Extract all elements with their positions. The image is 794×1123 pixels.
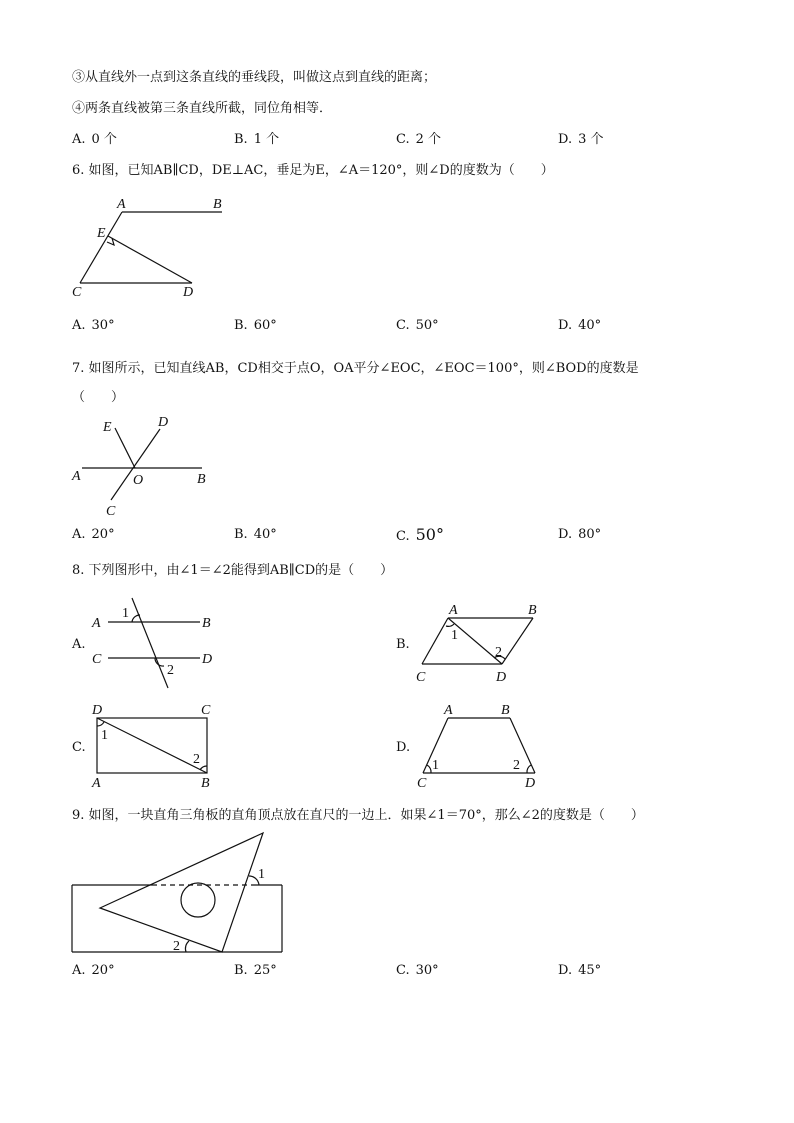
q7-paren: （ ） — [72, 390, 125, 405]
q7-label-c: C — [106, 504, 116, 519]
q8-option-b[interactable]: B. — [396, 637, 410, 652]
q8c-label-2: 2 — [193, 752, 200, 767]
q5-option-a[interactable]: A. 0 个 — [72, 132, 117, 147]
q8b-label-b: B — [528, 603, 537, 618]
q9-option-d[interactable]: D. 45° — [558, 963, 602, 978]
q7-label-b: B — [197, 472, 206, 487]
q8b-label-a: A — [449, 603, 458, 618]
q8a-label-b: B — [202, 616, 211, 631]
q8c-label-b: B — [201, 776, 210, 791]
q8c-label-d: D — [92, 703, 103, 718]
q9-option-b[interactable]: B. 25° — [234, 963, 277, 978]
q8d-label-d: D — [525, 776, 536, 791]
q5-option-c[interactable]: C. 2 个 — [396, 132, 442, 147]
q9-label-1: 1 — [258, 867, 265, 882]
q8d-label-c: C — [417, 776, 427, 791]
q5-option-b[interactable]: B. 1 个 — [234, 132, 280, 147]
q8a-label-c: C — [92, 652, 102, 667]
q6-label-a: A — [117, 197, 126, 212]
q7-option-c[interactable]: C. 50° — [396, 525, 444, 544]
q8c-label-1: 1 — [101, 728, 108, 743]
q7-label-e: E — [103, 420, 112, 435]
q7-label-a: A — [72, 469, 81, 484]
q6-option-a[interactable]: A. 30° — [72, 318, 115, 333]
q6-label-b: B — [213, 197, 222, 212]
q8b-label-2: 2 — [495, 645, 502, 660]
statement-4: ④两条直线被第三条直线所截，同位角相等． — [72, 101, 333, 116]
q8-option-d[interactable]: D. — [396, 740, 411, 755]
q7-option-d[interactable]: D. 80° — [558, 527, 602, 542]
q8b-label-d: D — [496, 670, 507, 685]
q7-stem: 7. 如图所示，已知直线AB，CD相交于点O，OA平分∠EOC，∠EOC＝100°，则∠BOD的度数是 — [72, 361, 639, 376]
q6-option-d[interactable]: D. 40° — [558, 318, 602, 333]
q8c-label-a: A — [92, 776, 101, 791]
q8a-label-2: 2 — [167, 663, 174, 678]
q9-label-2: 2 — [173, 939, 180, 954]
q9-option-a[interactable]: A. 20° — [72, 963, 115, 978]
q8-option-a[interactable]: A. — [72, 637, 86, 652]
q8-stem: 8. 下列图形中，由∠1＝∠2能得到AB∥CD的是（ ） — [72, 563, 394, 578]
q9-option-c[interactable]: C. 30° — [396, 963, 439, 978]
q5-option-d[interactable]: D. 3 个 — [558, 132, 604, 147]
q8a-label-d: D — [202, 652, 213, 667]
q8d-label-b: B — [501, 703, 510, 718]
q6-option-c[interactable]: C. 50° — [396, 318, 439, 333]
q8d-label-a: A — [444, 703, 453, 718]
q8a-label-1: 1 — [122, 606, 129, 621]
q6-option-b[interactable]: B. 60° — [234, 318, 277, 333]
q7-label-o: O — [133, 473, 144, 488]
q7-label-d: D — [158, 415, 169, 430]
q7-option-a[interactable]: A. 20° — [72, 527, 115, 542]
q6-label-c: C — [72, 285, 82, 300]
q6-label-e: E — [97, 226, 106, 241]
q8b-label-c: C — [416, 670, 426, 685]
q8d-label-1: 1 — [432, 758, 439, 773]
statement-3: ③从直线外一点到这条直线的垂线段，叫做这点到直线的距离； — [72, 70, 437, 85]
q8a-label-a: A — [92, 616, 101, 631]
q7-option-b[interactable]: B. 40° — [234, 527, 277, 542]
q6-label-d: D — [183, 285, 194, 300]
q8c-label-c: C — [201, 703, 211, 718]
q9-stem: 9. 如图，一块直角三角板的直角顶点放在直尺的一边上．如果∠1＝70°，那么∠2的度数是（ ） — [72, 808, 644, 823]
q6-stem: 6. 如图，已知AB∥CD，DE⊥AC，垂足为E，∠A＝120°，则∠D的度数为（ ） — [72, 163, 554, 178]
q8b-label-1: 1 — [451, 628, 458, 643]
q8-option-c[interactable]: C. — [72, 740, 86, 755]
q8d-label-2: 2 — [513, 758, 520, 773]
